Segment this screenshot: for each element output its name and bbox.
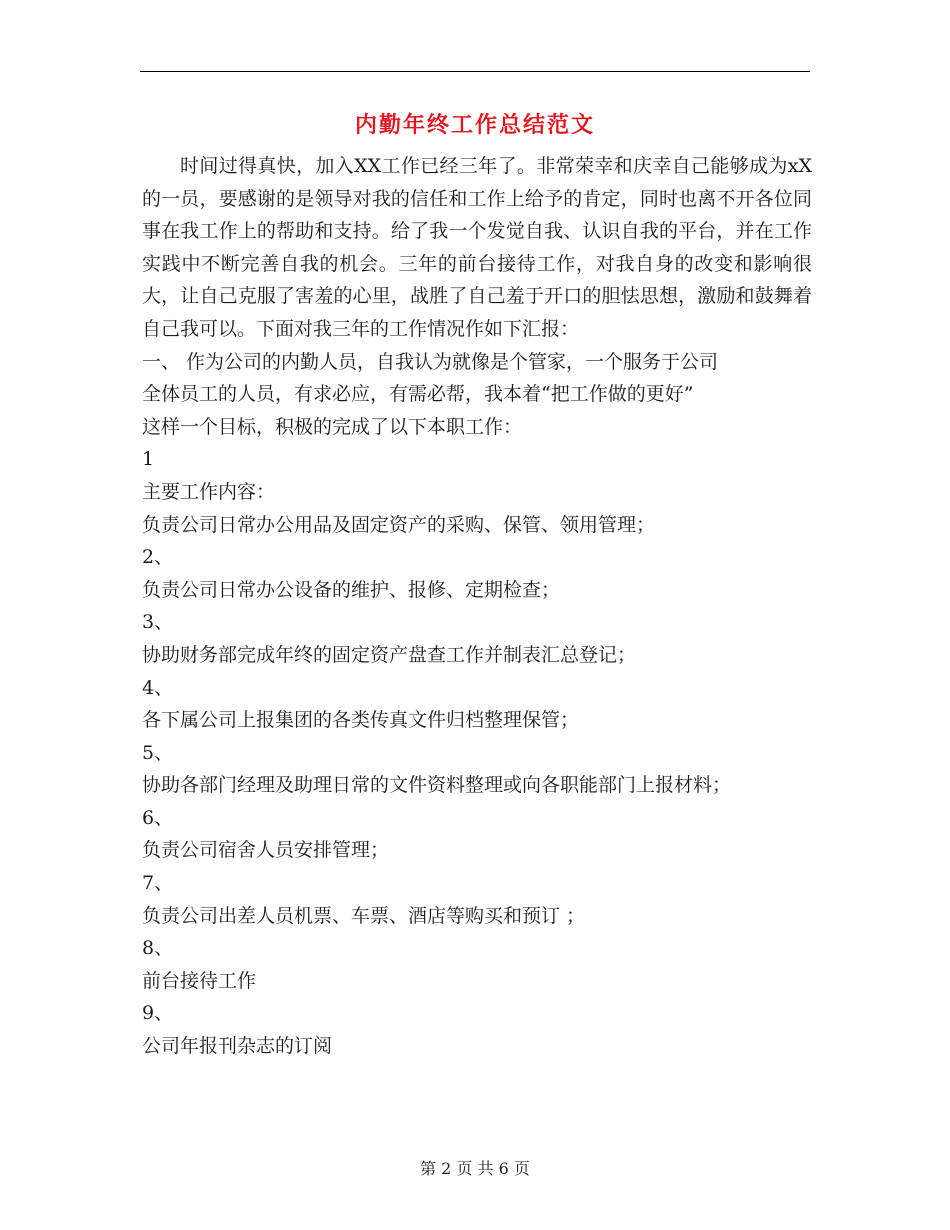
list-item: 9、 bbox=[142, 1002, 174, 1025]
document-title: 内勤年终工作总结范文 bbox=[354, 113, 595, 138]
section-line: 一、 作为公司的内勤人员，自我认为就像是个管家，一个服务于公司 bbox=[142, 350, 719, 373]
list-item: 协助各部门经理及助理日常的文件资料整理或向各职能部门上报材料； bbox=[142, 774, 732, 797]
list-item: 各下属公司上报集团的各类传真文件归档整理保管； bbox=[142, 709, 580, 732]
list-item: 5、 bbox=[142, 741, 174, 764]
section-line: 这样一个目标，积极的完成了以下本职工作： bbox=[142, 415, 523, 438]
duty-list bbox=[142, 443, 812, 1062]
list-item: 1 bbox=[142, 448, 155, 471]
page-number: 第 2 页 共 6 页 bbox=[420, 1159, 530, 1178]
section-line: 全体员工的人员，有求必应，有需必帮，我本着“把工作做的更好” bbox=[142, 383, 694, 406]
list-item: 负责公司日常办公用品及固定资产的采购、保管、领用管理； bbox=[142, 513, 656, 536]
list-item: 主要工作内容： bbox=[142, 480, 276, 503]
list-item: 2、 bbox=[142, 546, 174, 569]
list-item: 7、 bbox=[142, 872, 174, 895]
list-item: 8、 bbox=[142, 937, 174, 960]
list-item: 负责公司日常办公设备的维护、报修、定期检查； bbox=[142, 578, 561, 601]
list-item: 公司年报刊杂志的订阅 bbox=[142, 1035, 333, 1058]
list-item: 6、 bbox=[142, 806, 174, 829]
document-body bbox=[142, 150, 812, 1063]
list-item: 负责公司宿舍人员安排管理； bbox=[142, 839, 390, 862]
list-item: 负责公司出差人员机票、车票、酒店等购买和预订 ； bbox=[142, 904, 586, 927]
section-one bbox=[142, 346, 812, 444]
list-item: 4、 bbox=[142, 676, 174, 699]
header-rule bbox=[140, 71, 810, 72]
intro-paragraph: 时间过得真快，加入XX工作已经三年了。非常荣幸和庆幸自己能够成为xX的一员，要感谢的是领导对我的信任和工作上给予的肯定，同时也离不开各位同事在我工作上的帮助和支持。给了我一个发觉自我、认识自我的平台，并在工作实践中不断完善自我的机会。三年的前台接待工作，对我自身的改变和影响很大，让自己克服了害羞的心里，战胜了自己羞于开口的胆怯思想，激励和鼓舞着自己我可以。下面对我三年的工作情况作如下汇报： bbox=[142, 155, 812, 340]
list-item: 3、 bbox=[142, 611, 174, 634]
list-item: 前台接待工作 bbox=[142, 969, 257, 992]
list-item: 协助财务部完成年终的固定资产盘查工作并制表汇总登记； bbox=[142, 643, 637, 666]
